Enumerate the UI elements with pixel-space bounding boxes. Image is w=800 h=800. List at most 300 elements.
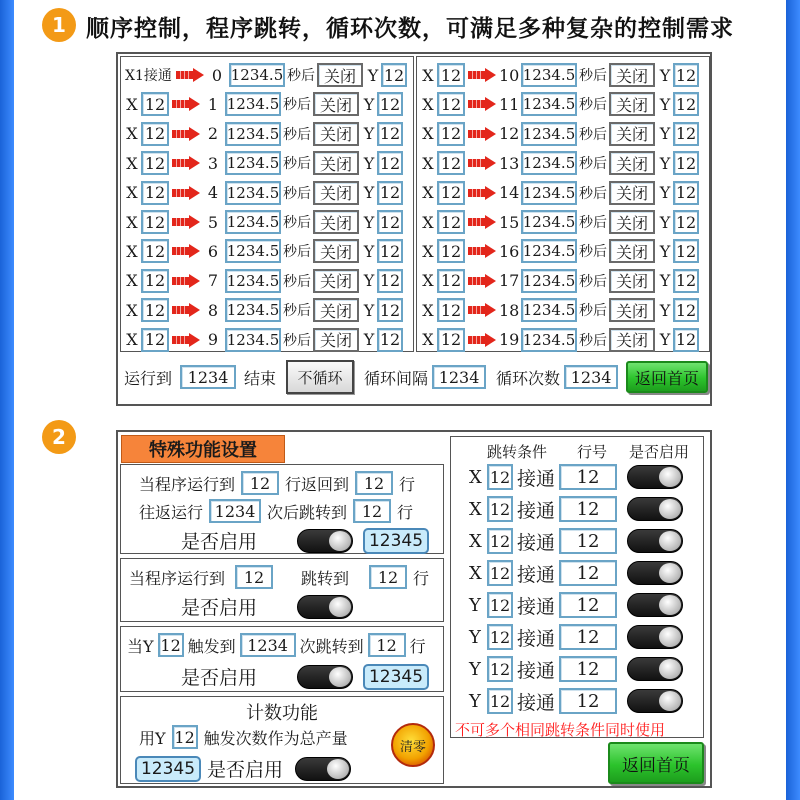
y-label: Y [659, 300, 671, 320]
red-arrow-icon [468, 274, 496, 288]
b3-label-trigger: 触发到 [187, 636, 236, 656]
after-sec-label: 秒后 [579, 332, 607, 349]
delay-input[interactable]: 1234.5 [521, 210, 577, 234]
y-label: Y [363, 94, 375, 114]
step-number: 6 [207, 241, 219, 261]
delay-input[interactable]: 1234.5 [521, 151, 577, 175]
x-input[interactable]: 12 [437, 210, 465, 234]
y-label: Y [363, 183, 375, 203]
after-sec-label: 秒后 [283, 215, 311, 231]
counter-y-input[interactable]: 12 [172, 725, 198, 749]
step-badge-1: 1 [42, 8, 76, 42]
after-sec-label: 秒后 [579, 273, 607, 290]
special-function-title: 特殊功能设置 [121, 435, 285, 463]
red-arrow-icon [172, 186, 200, 200]
loop-settings-bar [118, 356, 710, 398]
after-sec-label: 秒后 [283, 332, 311, 349]
b3-count-input[interactable]: 1234 [240, 633, 296, 657]
step-number: 13 [499, 153, 520, 173]
step-number: 9 [207, 330, 219, 350]
step-row [125, 62, 407, 88]
x-input[interactable]: 12 [141, 181, 169, 205]
x-label: X [422, 300, 434, 320]
line-number-input[interactable]: 12 [559, 496, 617, 522]
b3-label-y: 当Y [127, 636, 154, 656]
red-arrow-icon [172, 244, 200, 258]
x-input[interactable]: 12 [141, 92, 169, 116]
delay-input[interactable]: 1234.5 [225, 269, 281, 293]
delay-input[interactable]: 1234.5 [225, 181, 281, 205]
y-input[interactable]: 12 [377, 151, 403, 175]
state-button[interactable]: 关闭 [609, 269, 655, 293]
io-type: X [469, 562, 482, 584]
y-label: Y [367, 65, 379, 85]
after-sec-label: 秒后 [579, 126, 607, 143]
step-row [125, 327, 403, 353]
b3-enable-toggle[interactable] [297, 665, 353, 689]
step-row [125, 209, 403, 235]
b3-y-input[interactable]: 12 [158, 633, 184, 657]
y-input[interactable]: 12 [377, 328, 403, 352]
jump-row [469, 687, 683, 715]
y-input[interactable]: 12 [377, 269, 403, 293]
state-button[interactable]: 关闭 [313, 239, 359, 263]
state-button[interactable]: 关闭 [313, 92, 359, 116]
b1-label-return: 行返回到 [285, 474, 350, 494]
b2-label-jump-to: 跳转到 [301, 568, 350, 588]
delay-input[interactable]: 1234.5 [521, 92, 577, 116]
header-jump-condition: 跳转条件 [487, 443, 548, 461]
jump-enable-toggle[interactable] [627, 657, 683, 681]
x-input[interactable]: 12 [437, 328, 465, 352]
connect-label: 接通 [517, 627, 556, 650]
right-edge-bar [786, 0, 800, 800]
step-number: 5 [207, 212, 219, 232]
x-label: X [422, 330, 434, 350]
jump-row [469, 655, 683, 683]
x-input[interactable]: 12 [141, 151, 169, 175]
delay-input[interactable]: 1234.5 [521, 122, 577, 146]
y-input[interactable]: 12 [673, 122, 699, 146]
y-input[interactable]: 12 [673, 328, 699, 352]
step-row [421, 238, 699, 264]
home-button-2[interactable]: 返回首页 [608, 742, 704, 784]
io-type: Y [469, 626, 481, 648]
steps-column-left [120, 56, 414, 352]
state-button[interactable]: 关闭 [609, 122, 655, 146]
end-label: 结束 [244, 368, 277, 388]
b1-run-line-input[interactable]: 12 [241, 471, 279, 495]
state-button[interactable]: 关闭 [609, 151, 655, 175]
connect-label: 接通 [517, 499, 556, 522]
step-number: 17 [499, 271, 520, 291]
y-label: Y [659, 271, 671, 291]
x-label: X [422, 124, 434, 144]
step-row [421, 209, 699, 235]
state-button[interactable]: 关闭 [609, 181, 655, 205]
trigger-count-block [120, 626, 444, 692]
delay-input[interactable]: 1234.5 [225, 239, 281, 263]
red-arrow-icon [468, 156, 496, 170]
step-number: 0 [211, 65, 223, 85]
after-sec-label: 秒后 [579, 97, 607, 114]
line-number-input[interactable]: 12 [559, 560, 617, 586]
step-row [421, 91, 699, 117]
y-label: Y [659, 153, 671, 173]
y-label: Y [363, 153, 375, 173]
step-row [421, 268, 699, 294]
x-input[interactable]: 12 [437, 298, 465, 322]
y-label: Y [659, 124, 671, 144]
red-arrow-icon [172, 274, 200, 288]
red-arrow-icon [468, 127, 496, 141]
step-row [125, 180, 403, 206]
x-label: X [126, 271, 138, 291]
b3-label-jump-to: 次跳转到 [299, 636, 364, 656]
x-input[interactable]: 12 [437, 63, 465, 87]
delay-input[interactable]: 1234.5 [225, 92, 281, 116]
b1-label-round-trip: 往返运行 [139, 502, 204, 522]
b1-label-line: 行 [399, 474, 416, 494]
return-loop-block [120, 464, 444, 554]
y-label: Y [659, 212, 671, 232]
step-row [125, 121, 403, 147]
delay-input[interactable]: 1234.5 [225, 328, 281, 352]
loop-mode-button[interactable]: 不循环 [286, 360, 354, 394]
step-number: 10 [499, 65, 520, 85]
b1-label-jump-to: 次后跳转到 [267, 502, 348, 522]
state-button[interactable]: 关闭 [609, 328, 655, 352]
y-label: Y [363, 330, 375, 350]
x-label: X [422, 241, 434, 261]
b3-enable-label: 是否启用 [181, 667, 258, 689]
after-sec-label: 秒后 [283, 273, 311, 290]
x-input[interactable]: 12 [141, 210, 169, 234]
after-sec-label: 秒后 [579, 185, 607, 202]
y-input[interactable]: 12 [673, 239, 699, 263]
delay-input[interactable]: 1234.5 [225, 122, 281, 146]
y-input[interactable]: 12 [673, 151, 699, 175]
x-input[interactable]: 12 [437, 151, 465, 175]
b2-jump-line-input[interactable]: 12 [369, 565, 407, 589]
after-sec-label: 秒后 [283, 97, 311, 114]
x-label: X [422, 271, 434, 291]
steps-column-right [416, 56, 710, 352]
b1-label-run-to: 当程序运行到 [139, 474, 236, 494]
x-label: X [126, 330, 138, 350]
counter-label-desc: 触发次数作为总产量 [203, 728, 348, 748]
x-input[interactable]: 12 [437, 122, 465, 146]
delay-input[interactable]: 1234.5 [225, 298, 281, 322]
x-label: X [422, 94, 434, 114]
y-input[interactable]: 12 [673, 210, 699, 234]
loop-interval-label: 循环间隔 [364, 368, 429, 388]
x-input[interactable]: 12 [437, 269, 465, 293]
step-number: 7 [207, 271, 219, 291]
x-input[interactable]: 12 [141, 328, 169, 352]
red-arrow-icon [468, 333, 496, 347]
line-number-input[interactable]: 12 [559, 656, 617, 682]
run-to-label: 运行到 [124, 368, 173, 388]
jump-enable-toggle[interactable] [627, 593, 683, 617]
y-input[interactable]: 12 [377, 298, 403, 322]
line-number-input[interactable]: 12 [559, 688, 617, 714]
counter-title: 计数功能 [246, 703, 318, 724]
step-row [421, 180, 699, 206]
y-label: Y [363, 241, 375, 261]
state-button[interactable]: 关闭 [609, 239, 655, 263]
x-label: X [126, 153, 138, 173]
delay-input[interactable]: 1234.5 [225, 210, 281, 234]
state-button[interactable]: 关闭 [313, 328, 359, 352]
red-arrow-icon [172, 215, 200, 229]
step-number: 1 [207, 94, 219, 114]
after-sec-label: 秒后 [579, 244, 607, 261]
io-type: X [469, 530, 482, 552]
jump-enable-toggle[interactable] [627, 689, 683, 713]
step-row [421, 62, 699, 88]
y-label: Y [363, 124, 375, 144]
jump-block [120, 558, 444, 622]
connect-label: 接通 [517, 467, 556, 490]
line-number-input[interactable]: 12 [559, 592, 617, 618]
y-label: Y [363, 300, 375, 320]
io-type: Y [469, 690, 481, 712]
y-label: Y [659, 183, 671, 203]
x-input[interactable]: 12 [141, 298, 169, 322]
y-label: Y [659, 330, 671, 350]
step-row [125, 150, 403, 176]
x-input[interactable]: 12 [437, 92, 465, 116]
io-number-input[interactable]: 12 [487, 656, 513, 682]
counter-block [120, 696, 444, 784]
y-label: Y [363, 212, 375, 232]
delay-input[interactable]: 1234.5 [225, 151, 281, 175]
step-number: 16 [499, 241, 520, 261]
red-arrow-icon [468, 186, 496, 200]
home-button-1[interactable]: 返回首页 [626, 361, 708, 393]
b1-enable-toggle[interactable] [297, 529, 353, 553]
state-button[interactable]: 关闭 [313, 298, 359, 322]
after-sec-label: 秒后 [283, 185, 311, 202]
step-row [421, 121, 699, 147]
b1-jump-line-input[interactable]: 12 [353, 499, 391, 523]
y-label: Y [659, 94, 671, 114]
connect-label: 接通 [517, 595, 556, 618]
state-button[interactable]: 关闭 [609, 210, 655, 234]
jump-warning: 不可多个相同跳转条件同时使用 [455, 721, 666, 739]
jump-row [469, 623, 683, 651]
counter-value-display: 12345 [135, 756, 201, 782]
after-sec-label: 秒后 [579, 215, 607, 231]
red-arrow-icon [176, 68, 204, 82]
y-input[interactable]: 12 [673, 181, 699, 205]
io-number-input[interactable]: 12 [487, 528, 513, 554]
state-button[interactable]: 关闭 [609, 92, 655, 116]
header-line-number: 行号 [577, 443, 608, 461]
x-label: X [126, 94, 138, 114]
line-number-input[interactable]: 12 [559, 624, 617, 650]
loop-interval-input[interactable]: 1234 [432, 365, 486, 389]
step-row [125, 238, 403, 264]
jump-row [469, 463, 683, 491]
delay-input[interactable]: 1234.5 [521, 298, 577, 322]
section1-headline: 顺序控制，程序跳转，循环次数，可满足多种复杂的控制需求 [86, 16, 734, 42]
x-input[interactable]: 12 [437, 181, 465, 205]
x-input[interactable]: 12 [141, 239, 169, 263]
io-number-input[interactable]: 12 [487, 688, 513, 714]
counter-label-y: 用Y [139, 728, 166, 748]
after-sec-label: 秒后 [579, 68, 607, 84]
step-number: 19 [499, 330, 520, 350]
x-label: X [126, 300, 138, 320]
step-row [125, 91, 403, 117]
y-input[interactable]: 12 [377, 122, 403, 146]
step-number: 11 [499, 94, 520, 114]
connect-label: 接通 [517, 563, 556, 586]
x-label: X [422, 183, 434, 203]
io-type: X [469, 466, 482, 488]
state-button[interactable]: 关闭 [609, 63, 655, 87]
delay-input[interactable]: 1234.5 [521, 328, 577, 352]
state-button[interactable]: 关闭 [313, 210, 359, 234]
x-label: X [422, 65, 434, 85]
delay-input[interactable]: 1234.5 [521, 269, 577, 293]
step-row [125, 268, 403, 294]
after-sec-label: 秒后 [287, 68, 315, 84]
x-input[interactable]: 12 [141, 269, 169, 293]
loop-count-label: 循环次数 [496, 368, 561, 388]
delay-input[interactable]: 1234.5 [521, 181, 577, 205]
state-button[interactable]: 关闭 [317, 63, 363, 87]
line-number-input[interactable]: 12 [559, 528, 617, 554]
run-to-input[interactable]: 1234 [180, 365, 236, 389]
state-button[interactable]: 关闭 [313, 122, 359, 146]
connect-label: 接通 [517, 659, 556, 682]
b2-enable-toggle[interactable] [297, 595, 353, 619]
io-number-input[interactable]: 12 [487, 464, 513, 490]
x-label: X [422, 212, 434, 232]
x-input[interactable]: 12 [141, 122, 169, 146]
connect-label: 接通 [517, 691, 556, 714]
y-input[interactable]: 12 [377, 210, 403, 234]
y-input[interactable]: 12 [381, 63, 407, 87]
red-arrow-icon [468, 215, 496, 229]
y-input[interactable]: 12 [673, 269, 699, 293]
connect-label: 接通 [517, 531, 556, 554]
special-function-panel [116, 430, 712, 788]
jump-enable-toggle[interactable] [627, 465, 683, 489]
red-arrow-icon [172, 303, 200, 317]
header-enabled: 是否启用 [629, 443, 690, 461]
x-label: X [422, 153, 434, 173]
y-label: Y [363, 271, 375, 291]
io-number-input[interactable]: 12 [487, 624, 513, 650]
io-number-input[interactable]: 12 [487, 560, 513, 586]
jump-enable-toggle[interactable] [627, 625, 683, 649]
y-input[interactable]: 12 [377, 181, 403, 205]
jump-row [469, 527, 683, 555]
io-type: Y [469, 594, 481, 616]
b1-enable-label: 是否启用 [181, 531, 258, 553]
line-number-input[interactable]: 12 [559, 464, 617, 490]
b1-return-line-input[interactable]: 12 [355, 471, 393, 495]
x-input[interactable]: 12 [437, 239, 465, 263]
b1-round-trip-input[interactable]: 1234 [209, 499, 261, 523]
b2-run-line-input[interactable]: 12 [235, 565, 273, 589]
jump-enable-toggle[interactable] [627, 529, 683, 553]
y-input[interactable]: 12 [377, 92, 403, 116]
clear-button[interactable]: 清零 [391, 723, 435, 767]
step-number: 8 [207, 300, 219, 320]
after-sec-label: 秒后 [283, 244, 311, 261]
red-arrow-icon [468, 303, 496, 317]
state-button[interactable]: 关闭 [609, 298, 655, 322]
b1-value-display: 12345 [363, 528, 429, 554]
delay-input[interactable]: 1234.5 [521, 63, 577, 87]
jump-enable-toggle[interactable] [627, 561, 683, 585]
b3-label-line: 行 [409, 636, 426, 656]
delay-input[interactable]: 1234.5 [521, 239, 577, 263]
io-type: X [469, 498, 482, 520]
step-row [421, 297, 699, 323]
y-input[interactable]: 12 [673, 63, 699, 87]
red-arrow-icon [468, 97, 496, 111]
counter-enable-label: 是否启用 [207, 759, 284, 781]
b2-enable-label: 是否启用 [181, 597, 258, 619]
red-arrow-icon [172, 127, 200, 141]
delay-input[interactable]: 1234.5 [229, 63, 285, 87]
io-number-input[interactable]: 12 [487, 496, 513, 522]
sequence-control-panel [116, 52, 712, 406]
after-sec-label: 秒后 [283, 303, 311, 320]
jump-condition-table [450, 436, 704, 738]
step-number: 18 [499, 300, 520, 320]
left-edge-bar [0, 0, 14, 800]
y-label: Y [659, 241, 671, 261]
y-input[interactable]: 12 [673, 92, 699, 116]
step-number: 3 [207, 153, 219, 173]
y-input[interactable]: 12 [377, 239, 403, 263]
step-number: 14 [499, 183, 520, 203]
red-arrow-icon [468, 68, 496, 82]
io-number-input[interactable]: 12 [487, 592, 513, 618]
state-button[interactable]: 关闭 [313, 181, 359, 205]
counter-enable-toggle[interactable] [295, 757, 351, 781]
loop-count-input[interactable]: 1234 [564, 365, 618, 389]
x-label: X [126, 124, 138, 144]
y-input[interactable]: 12 [673, 298, 699, 322]
b2-label-line: 行 [413, 568, 430, 588]
step-number: 2 [207, 124, 219, 144]
y-label: Y [659, 65, 671, 85]
jump-row [469, 591, 683, 619]
state-button[interactable]: 关闭 [313, 151, 359, 175]
b3-jump-line-input[interactable]: 12 [368, 633, 406, 657]
step-row [421, 327, 699, 353]
after-sec-label: 秒后 [579, 156, 607, 173]
after-sec-label: 秒后 [283, 126, 311, 143]
state-button[interactable]: 关闭 [313, 269, 359, 293]
jump-enable-toggle[interactable] [627, 497, 683, 521]
x1-connect-label: X1接通 [125, 68, 172, 84]
step-row [421, 150, 699, 176]
x-label: X [126, 212, 138, 232]
step-row [125, 297, 403, 323]
jump-row [469, 495, 683, 523]
step-badge-2: 2 [42, 420, 76, 454]
step-number: 15 [499, 212, 520, 232]
